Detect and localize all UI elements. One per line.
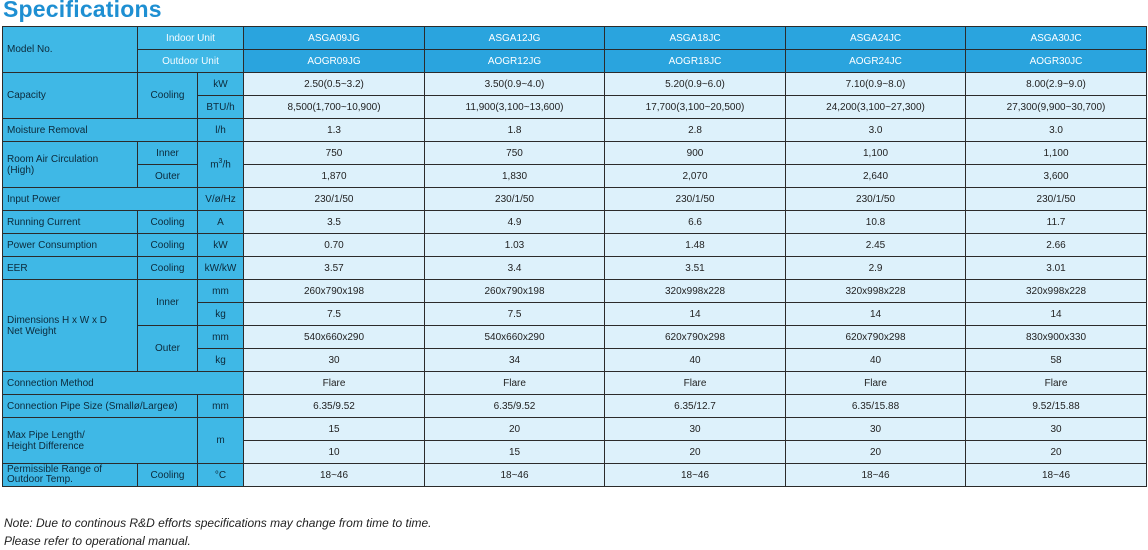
value-cell: 20: [425, 418, 605, 441]
value-cell: 540x660x290: [244, 326, 425, 349]
pipe-size-label: Connection Pipe Size (Smallø/Largeø): [3, 395, 198, 418]
value-cell: 3.01: [966, 257, 1147, 280]
mode-cell: Cooling: [138, 234, 198, 257]
value-cell: 6.35/15.88: [786, 395, 966, 418]
value-cell: Flare: [786, 372, 966, 395]
unit-cell: kW: [198, 73, 244, 96]
value-cell: 34: [425, 349, 605, 372]
value-cell: 1.48: [605, 234, 786, 257]
row-capacity-kw: [3, 73, 1147, 96]
value-cell: 18~46: [244, 464, 425, 487]
unit-cell: m: [198, 418, 244, 464]
dim-outer-label: Outer: [138, 326, 198, 372]
row-dim-outer-mm: [3, 326, 1147, 349]
value-cell: 18~46: [966, 464, 1147, 487]
value-cell: 2.50(0.5~3.2): [244, 73, 425, 96]
value-cell: 230/1/50: [425, 188, 605, 211]
row-moisture-removal: [3, 119, 1147, 142]
value-cell: 18~46: [425, 464, 605, 487]
air-outer-label: Outer: [138, 165, 198, 188]
value-cell: 30: [966, 418, 1147, 441]
row-pipe-size: [3, 395, 1147, 418]
value-cell: 620x790x298: [605, 326, 786, 349]
value-cell: 18~46: [605, 464, 786, 487]
value-cell: 900: [605, 142, 786, 165]
unit-cell: mm: [198, 326, 244, 349]
page-title: Specifications: [3, 0, 162, 22]
value-cell: 750: [425, 142, 605, 165]
model-no-label: Model No.: [3, 27, 138, 73]
running-current-label: Running Current: [3, 211, 138, 234]
value-cell: 1.8: [425, 119, 605, 142]
header-row-indoor: [3, 27, 1147, 50]
value-cell: 2.8: [605, 119, 786, 142]
capacity-label: Capacity: [3, 73, 138, 119]
value-cell: 10.8: [786, 211, 966, 234]
value-cell: 1,100: [966, 142, 1147, 165]
value-cell: 230/1/50: [966, 188, 1147, 211]
mode-cell: Cooling: [138, 211, 198, 234]
row-connection-method: [3, 372, 1147, 395]
value-cell: 11.7: [966, 211, 1147, 234]
dimensions-label: Dimensions H x W x D Net Weight: [3, 280, 138, 372]
value-cell: 540x660x290: [425, 326, 605, 349]
unit-cell: kW/kW: [198, 257, 244, 280]
value-cell: Flare: [244, 372, 425, 395]
value-cell: 7.5: [244, 303, 425, 326]
row-air-inner: [3, 142, 1147, 165]
value-cell: 11,900(3,100~13,600): [425, 96, 605, 119]
value-cell: 30: [786, 418, 966, 441]
value-cell: 260x790x198: [425, 280, 605, 303]
value-cell: 14: [605, 303, 786, 326]
value-cell: 3.0: [966, 119, 1147, 142]
value-cell: 30: [605, 418, 786, 441]
outdoor-model: AOGR18JC: [605, 50, 786, 73]
indoor-model: ASGA09JG: [244, 27, 425, 50]
outdoor-model: AOGR12JG: [425, 50, 605, 73]
value-cell: 30: [244, 349, 425, 372]
value-cell: 1,830: [425, 165, 605, 188]
value-cell: 17,700(3,100~20,500): [605, 96, 786, 119]
row-air-outer: [3, 165, 1147, 188]
value-cell: 58: [966, 349, 1147, 372]
outdoor-model: AOGR24JC: [786, 50, 966, 73]
note-line-2: Please refer to operational manual.: [4, 534, 191, 548]
value-cell: 1.03: [425, 234, 605, 257]
unit-cell: mm: [198, 395, 244, 418]
value-cell: 40: [605, 349, 786, 372]
value-cell: 260x790x198: [244, 280, 425, 303]
input-power-label: Input Power: [3, 188, 198, 211]
value-cell: 20: [966, 441, 1147, 464]
unit-cell: A: [198, 211, 244, 234]
value-cell: 230/1/50: [605, 188, 786, 211]
temp-range-label: Permissible Range of Outdoor Temp.: [3, 464, 138, 487]
unit-cell: V/ø/Hz: [198, 188, 244, 211]
value-cell: 40: [786, 349, 966, 372]
value-cell: 1,870: [244, 165, 425, 188]
value-cell: 0.70: [244, 234, 425, 257]
value-cell: 7.5: [425, 303, 605, 326]
row-eer: [3, 257, 1147, 280]
row-input-power: [3, 188, 1147, 211]
value-cell: 7.10(0.9~8.0): [786, 73, 966, 96]
unit-cell: BTU/h: [198, 96, 244, 119]
value-cell: 3.4: [425, 257, 605, 280]
value-cell: 20: [786, 441, 966, 464]
header-row-outdoor: [3, 50, 1147, 73]
indoor-unit-label: Indoor Unit: [138, 27, 244, 50]
dim-inner-label: Inner: [138, 280, 198, 326]
unit-cell: kW: [198, 234, 244, 257]
value-cell: 27,300(9,900~30,700): [966, 96, 1147, 119]
value-cell: 18~46: [786, 464, 966, 487]
value-cell: 2,070: [605, 165, 786, 188]
value-cell: 320x998x228: [966, 280, 1147, 303]
value-cell: 3.50(0.9~4.0): [425, 73, 605, 96]
value-cell: 830x900x330: [966, 326, 1147, 349]
value-cell: 230/1/50: [244, 188, 425, 211]
unit-cell: $m^3/h$: [198, 142, 244, 188]
value-cell: 2,640: [786, 165, 966, 188]
row-pipe-length: [3, 418, 1147, 441]
value-cell: 2.45: [786, 234, 966, 257]
value-cell: 750: [244, 142, 425, 165]
row-temp-range: [3, 464, 1147, 487]
unit-cell: °C: [198, 464, 244, 487]
outdoor-unit-label: Outdoor Unit: [138, 50, 244, 73]
value-cell: 230/1/50: [786, 188, 966, 211]
value-cell: Flare: [425, 372, 605, 395]
value-cell: 5.20(0.9~6.0): [605, 73, 786, 96]
outdoor-model: AOGR30JC: [966, 50, 1147, 73]
value-cell: 9.52/15.88: [966, 395, 1147, 418]
value-cell: 3.5: [244, 211, 425, 234]
row-running-current: [3, 211, 1147, 234]
indoor-model: ASGA24JC: [786, 27, 966, 50]
connection-method-label: Connection Method: [3, 372, 244, 395]
value-cell: 14: [966, 303, 1147, 326]
value-cell: 3.51: [605, 257, 786, 280]
unit-cell: kg: [198, 303, 244, 326]
value-cell: 15: [425, 441, 605, 464]
value-cell: 14: [786, 303, 966, 326]
row-dim-inner-mm: [3, 280, 1147, 303]
value-cell: 1.3: [244, 119, 425, 142]
value-cell: Flare: [966, 372, 1147, 395]
mode-cell: Cooling: [138, 257, 198, 280]
value-cell: 1,100: [786, 142, 966, 165]
indoor-model: ASGA12JG: [425, 27, 605, 50]
row-power-consumption: [3, 234, 1147, 257]
value-cell: 20: [605, 441, 786, 464]
capacity-mode: Cooling: [138, 73, 198, 119]
note-line-1: Note: Due to continous R&D efforts specifications may change from time to time.: [4, 516, 432, 530]
value-cell: 6.35/9.52: [425, 395, 605, 418]
value-cell: 320x998x228: [605, 280, 786, 303]
value-cell: 3.57: [244, 257, 425, 280]
value-cell: 4.9: [425, 211, 605, 234]
eer-label: EER: [3, 257, 138, 280]
value-cell: 620x790x298: [786, 326, 966, 349]
value-cell: 3.0: [786, 119, 966, 142]
value-cell: 3,600: [966, 165, 1147, 188]
outdoor-model: AOGR09JG: [244, 50, 425, 73]
value-cell: 320x998x228: [786, 280, 966, 303]
value-cell: Flare: [605, 372, 786, 395]
mode-cell: Cooling: [138, 464, 198, 487]
value-cell: 6.35/12.7: [605, 395, 786, 418]
indoor-model: ASGA30JC: [966, 27, 1147, 50]
air-circulation-label: Room Air Circulation (High): [3, 142, 138, 188]
value-cell: 2.9: [786, 257, 966, 280]
specifications-table: [2, 26, 1147, 487]
pipe-length-label: Max Pipe Length/ Height Difference: [3, 418, 198, 464]
unit-cell: kg: [198, 349, 244, 372]
indoor-model: ASGA18JC: [605, 27, 786, 50]
air-inner-label: Inner: [138, 142, 198, 165]
value-cell: 2.66: [966, 234, 1147, 257]
value-cell: 15: [244, 418, 425, 441]
unit-cell: mm: [198, 280, 244, 303]
value-cell: 10: [244, 441, 425, 464]
value-cell: 6.6: [605, 211, 786, 234]
power-consumption-label: Power Consumption: [3, 234, 138, 257]
value-cell: 8,500(1,700~10,900): [244, 96, 425, 119]
value-cell: 24,200(3,100~27,300): [786, 96, 966, 119]
value-cell: 6.35/9.52: [244, 395, 425, 418]
moisture-label: Moisture Removal: [3, 119, 198, 142]
value-cell: 8.00(2.9~9.0): [966, 73, 1147, 96]
unit-cell: l/h: [198, 119, 244, 142]
